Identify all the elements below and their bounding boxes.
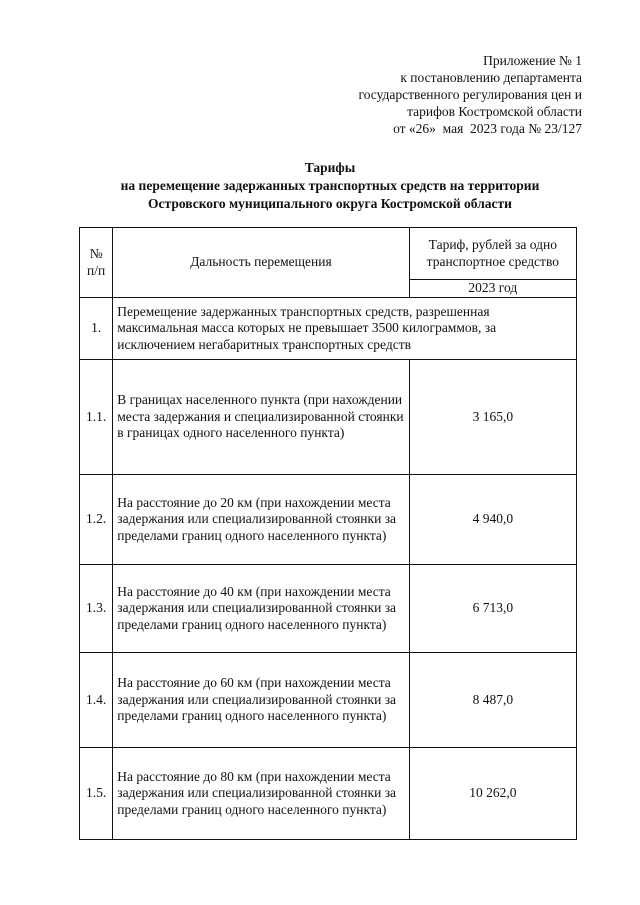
row-value: 10 262,0 [409,748,576,840]
row-value: 6 713,0 [409,565,576,653]
title-line: на перемещение задержанных транспортных средств на территории [120,178,540,193]
row-num: 1.2. [80,475,113,565]
appendix-line: государственного регулирования цен и [358,87,582,102]
header-distance: Дальность перемещения [113,228,409,298]
row-text: На расстояние до 60 км (при нахождении места задержания или специализированной стоянки за пределами границ одного населенного пункта) [113,653,409,748]
title-main: Тарифы [304,160,356,175]
row-text: На расстояние до 80 км (при нахождении места задержания или специализированной стоянки за пределами границ одного населенного пункта) [113,748,409,840]
header-num: № п/п [80,228,113,298]
row-num: 1.3. [80,565,113,653]
table-row [80,565,577,653]
appendix-line: тарифов Костромской области [407,104,582,119]
table-row [80,360,577,475]
row-num: 1.1. [80,360,113,475]
appendix-line: к постановлению департамента [400,70,582,85]
row-num: 1.4. [80,653,113,748]
title-line: Островского муниципального округа Костромской области [148,196,512,211]
tariff-table [79,227,577,840]
row-value: 8 487,0 [409,653,576,748]
header-year: 2023 год [409,280,576,298]
group-text: Перемещение задержанных транспортных средств, разрешенная максимальная масса которых не превышает 3500 килограммов, за исключением негабаритных транспортных средств [113,298,577,360]
table-row [80,475,577,565]
row-value: 3 165,0 [409,360,576,475]
document-title [80,159,580,213]
appendix-header [359,52,582,137]
row-text: В границах населенного пункта (при нахождении места задержания и специализированной стоянки в границах одного населенного пункта) [113,360,409,475]
table-group-row [80,298,577,360]
table-row [80,653,577,748]
header-tariff: Тариф, рублей за одно транспортное средство [409,228,576,280]
row-value: 4 940,0 [409,475,576,565]
table-row [80,748,577,840]
group-num: 1. [80,298,113,360]
appendix-number: Приложение № 1 [483,53,582,68]
row-text: На расстояние до 20 км (при нахождении места задержания или специализированной стоянки за пределами границ одного населенного пункта) [113,475,409,565]
table-header-row [80,228,577,280]
row-text: На расстояние до 40 км (при нахождении места задержания или специализированной стоянки за пределами границ одного населенного пункта) [113,565,409,653]
appendix-date: от «26» мая 2023 года № 23/127 [393,121,582,136]
row-num: 1.5. [80,748,113,840]
